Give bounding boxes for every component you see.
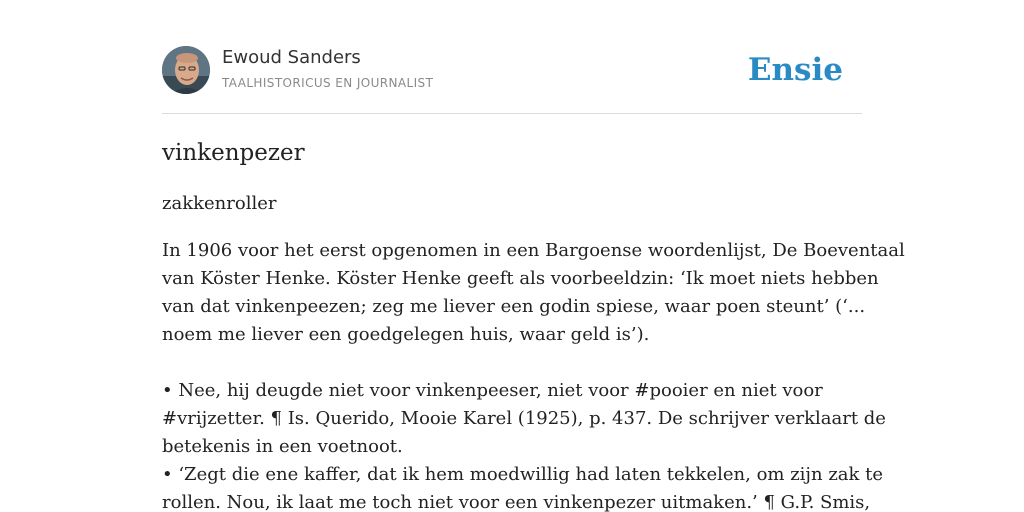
entry-term: vinkenpezer bbox=[162, 140, 305, 166]
entry-definition: zakkenroller bbox=[162, 193, 277, 214]
paragraph-line: van dat vinkenpeezen; zeg me liever een godin spiese, waar poen steunt’ (‘... bbox=[162, 296, 866, 317]
quote-line: • Nee, hij deugde niet voor vinkenpeeser, niet voor #pooier en niet voor bbox=[162, 380, 823, 401]
quote-line: #vrijzetter. ¶ Is. Querido, Mooie Karel (1925), p. 437. De schrijver verklaart de bbox=[162, 408, 886, 429]
entry-body bbox=[162, 237, 905, 512]
author-name[interactable]: Ewoud Sanders bbox=[222, 47, 361, 68]
quotes-list bbox=[162, 377, 886, 512]
author-title: TAALHISTORICUS EN JOURNALIST bbox=[222, 76, 434, 90]
quote-line: • ‘Zegt die ene kaffer, dat ik hem moedwillig had laten tekkelen, om zijn zak te bbox=[162, 464, 884, 485]
entry-card bbox=[162, 0, 905, 512]
quote-line: rollen. Nou, ik laat me toch niet voor een vinkenpezer uitmaken.’ ¶ G.P. Smis, bbox=[162, 492, 871, 512]
author-avatar[interactable] bbox=[162, 46, 210, 94]
ensie-logo-link[interactable]: Ensie bbox=[747, 52, 843, 88]
avatar-photo bbox=[162, 46, 210, 94]
paragraph-spacer bbox=[162, 349, 862, 377]
entry-header bbox=[162, 0, 862, 114]
paragraph-line: In 1906 voor het eerst opgenomen in een Bargoense woordenlijst, De Boeventaal bbox=[162, 240, 905, 261]
paragraph-line: van Köster Henke. Köster Henke geeft als voorbeeldzin: ‘Ik moet niets hebben bbox=[162, 268, 879, 289]
etymology-paragraph bbox=[162, 237, 905, 349]
quote-line: betekenis in een voetnoot. bbox=[162, 436, 403, 457]
paragraph-line: noem me liever een goedgelegen huis, waar geld is’). bbox=[162, 324, 650, 345]
